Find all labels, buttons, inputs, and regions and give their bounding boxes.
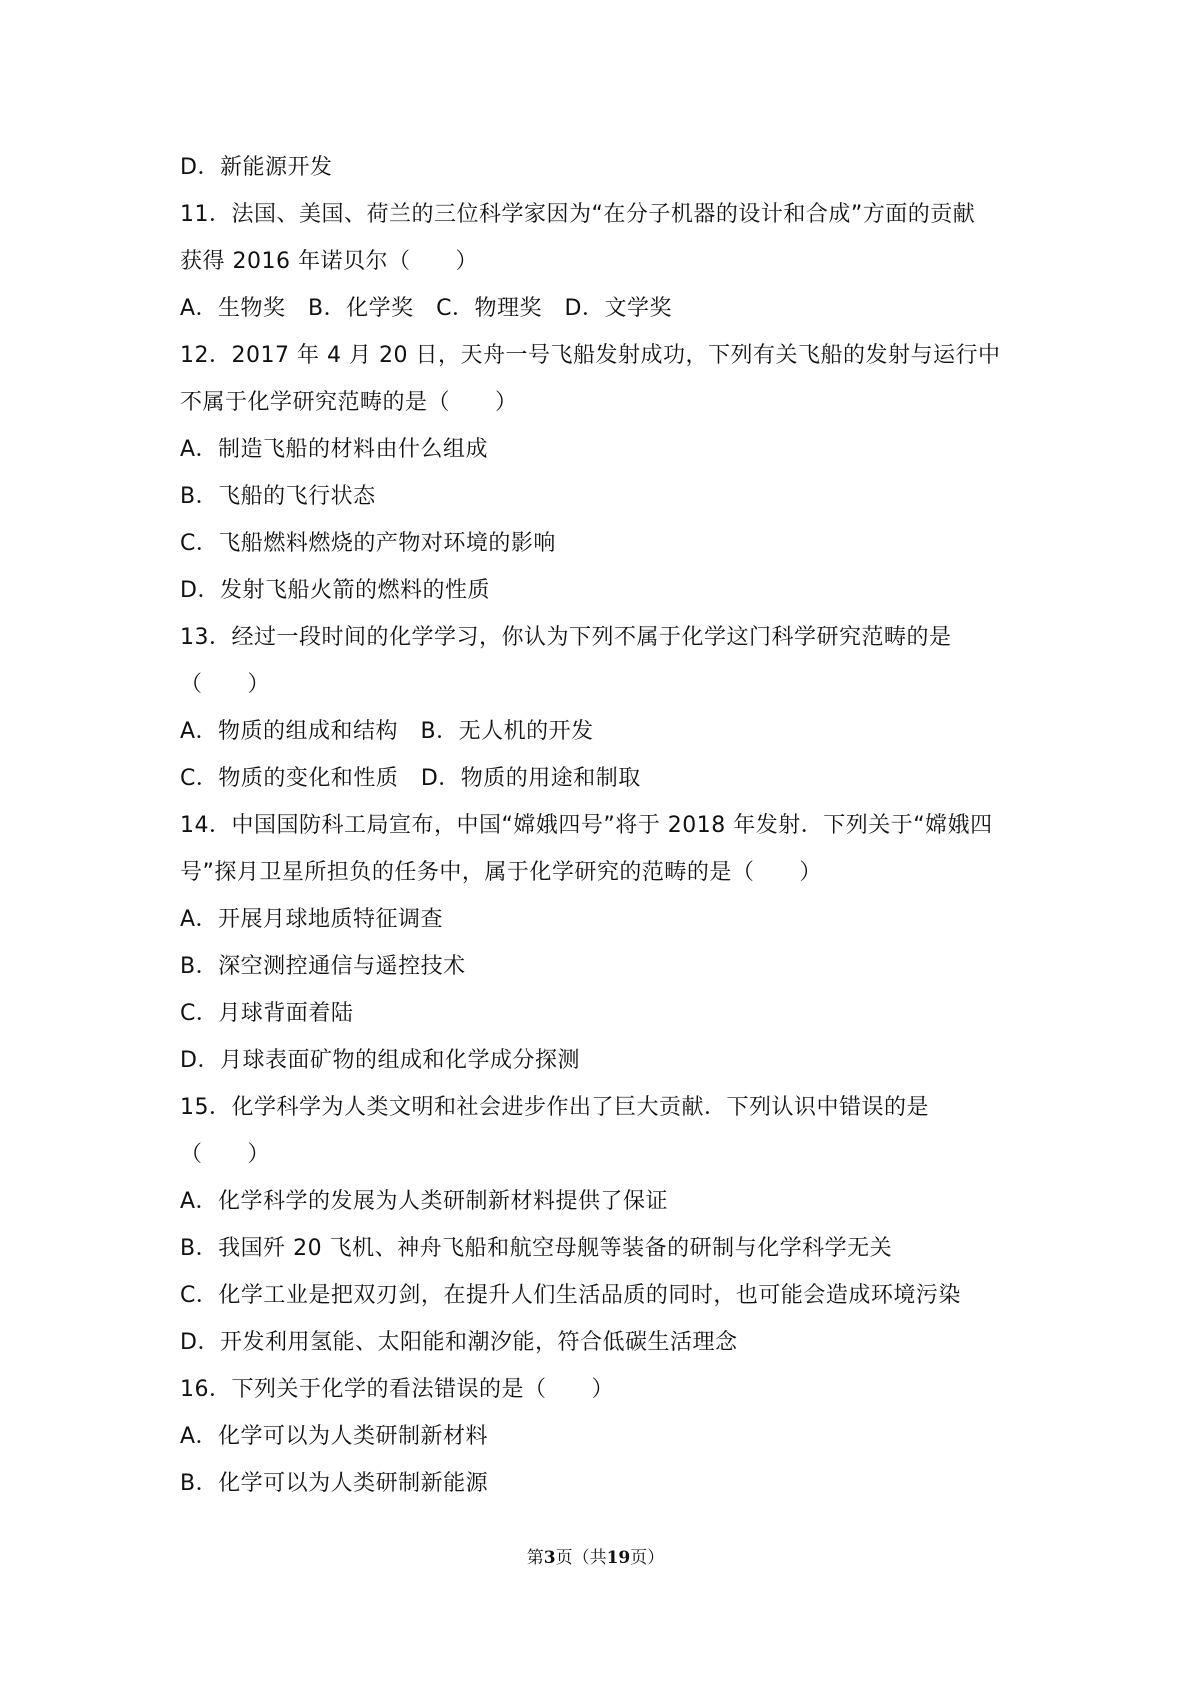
question-16-text: 16．下列关于化学的看法错误的是（ ） [180,1377,614,1402]
page-footer [0,1546,1191,1570]
question-12-text: 12．2017 年 4 月 20 日，天舟一号飞船发射成功，下列有关飞船的发射与运行中 [180,343,1001,368]
question-14-text: 14．中国国防科工局宣布，中国“嫦娥四号”将于 2018 年发射．下列关于“嫦娥四 [180,813,993,838]
option-d-q10: D．新能源开发 [180,155,333,180]
question-14-text-cont: 号”探月卫星所担负的任务中，属于化学研究的范畴的是（ ） [180,860,822,885]
question-14-option-a: A．开展月球地质特征调查 [180,907,444,932]
question-11-text: 11．法国、美国、荷兰的三位科学家因为“在分子机器的设计和合成”方面的贡献 [180,202,976,227]
question-12-text-cont: 不属于化学研究范畴的是（ ） [180,390,518,415]
question-15-text-cont: （ ） [180,1142,271,1167]
total-page-count: 19 [606,1548,631,1568]
question-15-option-d: D．开发利用氢能、太阳能和潮汐能，符合低碳生活理念 [180,1330,738,1355]
footer-prefix: 第 [526,1548,544,1568]
question-11-text-cont: 获得 2016 年诺贝尔（ ） [180,249,478,274]
current-page-number: 3 [543,1548,556,1568]
question-16-option-b: B．化学可以为人类研制新能源 [180,1471,489,1496]
footer-middle: 页（共 [555,1548,607,1568]
question-16-option-a: A．化学可以为人类研制新材料 [180,1424,489,1449]
question-15-option-c: C．化学工业是把双刃剑，在提升人们生活品质的同时，也可能会造成环境污染 [180,1283,961,1308]
question-15-option-b: B．我国歼 20 飞机、神舟飞船和航空母舰等装备的研制与化学科学无关 [180,1236,893,1261]
question-11-options: A．生物奖 B．化学奖 C．物理奖 D．文学奖 [180,296,672,321]
question-14-option-b: B．深空测控通信与遥控技术 [180,954,466,979]
question-12-option-d: D．发射飞船火箭的燃料的性质 [180,578,490,603]
question-13-options-cd: C．物质的变化和性质 D．物质的用途和制取 [180,766,641,791]
footer-suffix: 页） [630,1548,665,1568]
question-14-option-c: C．月球背面着陆 [180,1001,354,1026]
question-12-option-c: C．飞船燃料燃烧的产物对环境的影响 [180,531,556,556]
question-13-text-cont: （ ） [180,672,271,697]
question-13-options-ab: A．物质的组成和结构 B．无人机的开发 [180,719,594,744]
document-body [180,144,1020,1507]
question-12-option-a: A．制造飞船的材料由什么组成 [180,437,489,462]
question-14-option-d: D．月球表面矿物的组成和化学成分探测 [180,1048,580,1073]
question-15-option-a: A．化学科学的发展为人类研制新材料提供了保证 [180,1189,669,1214]
question-13-text: 13．经过一段时间的化学学习，你认为下列不属于化学这门科学研究范畴的是 [180,625,952,650]
question-15-text: 15．化学科学为人类文明和社会进步作出了巨大贡献．下列认识中错误的是 [180,1095,929,1120]
question-12-option-b: B．飞船的飞行状态 [180,484,376,509]
